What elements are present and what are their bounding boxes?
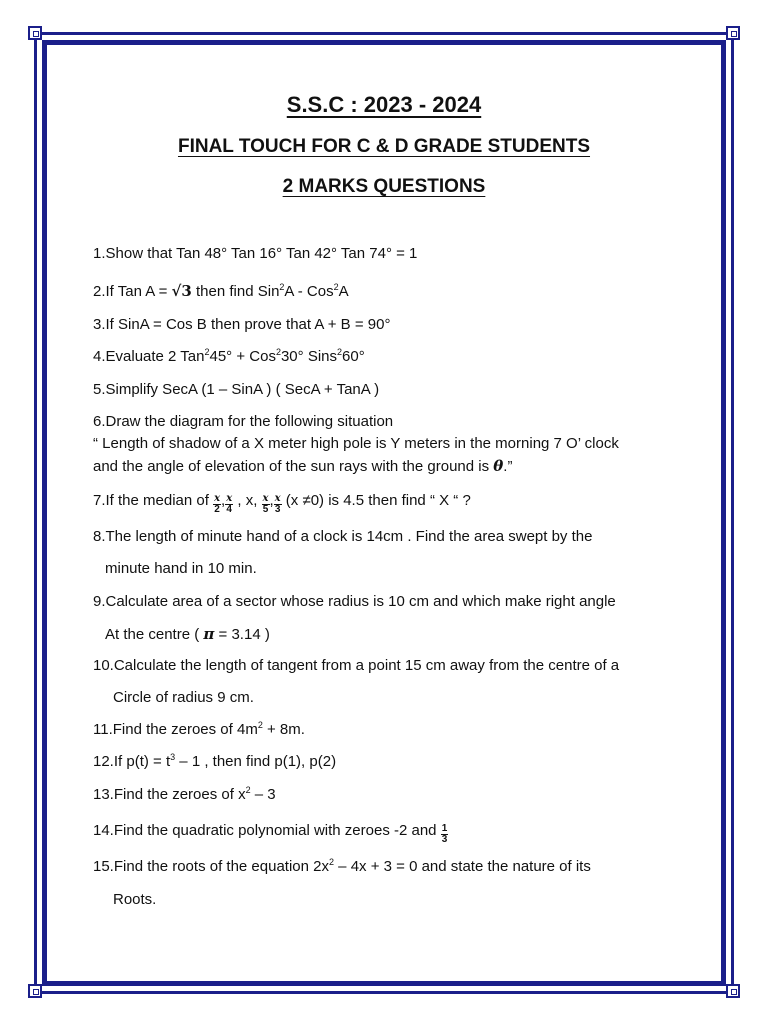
question-9-line-2: At the centre ( π = 3.14 )	[105, 625, 270, 643]
question-4: 4.Evaluate 2 Tan$^2$45° + Cos$^2$30° Sins$^2$60°	[93, 347, 365, 365]
subtitle: FINAL TOUCH FOR C & D GRADE STUDENTS	[177, 136, 591, 157]
corner-ornament-top-right	[726, 26, 740, 40]
question-7: 7.If the median of $\frac{x}{2}$ , $\frac{x}{4}$ , x, $\frac{x}{5}$ , $\frac{x}{3}$ (x ≠0) is 4.5 then find “ X “ ?	[93, 492, 471, 515]
question-8-line-1: 8.The length of minute hand of a clock is 14cm . Find the area swept by the	[93, 528, 593, 545]
corner-ornament-top-left	[28, 26, 42, 40]
exam-title: S.S.C : 2023 - 2024	[286, 92, 482, 117]
question-10-line-2: Circle of radius 9 cm.	[113, 689, 254, 706]
question-6-line-2: “ Length of shadow of a X meter high pole is Y meters in the morning 7 O’ clock	[93, 435, 619, 452]
fraction-x-over-3: $\frac{x}{3}$	[274, 493, 281, 515]
fraction-x-over-4: $\frac{x}{4}$	[226, 493, 233, 515]
question-15-line-1: 15.Find the roots of the equation $2x^2 - 4x + 3 = 0$ and state the nature of its	[93, 857, 591, 875]
question-14: 14.Find the quadratic polynomial with zeroes -2 and $\frac{1}{3}$	[93, 822, 448, 845]
section-heading: 2 MARKS QUESTIONS	[282, 176, 486, 197]
question-6-line-1: 6.Draw the diagram for the following situation	[93, 413, 394, 430]
corner-ornament-bottom-left	[28, 984, 42, 998]
question-12: 12.If $p(t) = t^3 - 1$ , then find p(1), p(2)	[93, 752, 337, 770]
question-5: 5.Simplify SecA (1 – SinA ) ( SecA + TanA )	[93, 381, 380, 398]
question-10-line-1: 10.Calculate the length of tangent from a point 15 cm away from the centre of a	[93, 657, 620, 674]
question-8-line-2: minute hand in 10 min.	[105, 560, 257, 577]
question-1: 1.Show that Tan 48° Tan 16° Tan 42° Tan 74° = 1	[93, 245, 418, 262]
corner-ornament-bottom-right	[726, 984, 740, 998]
question-3: 3.If SinA = Cos B then prove that A + B = 90°	[93, 316, 391, 333]
question-13: 13.Find the zeroes of $x^2 - 3$	[93, 785, 276, 803]
question-15-line-2: Roots.	[113, 891, 157, 908]
fraction-x-over-5: $\frac{x}{5}$	[262, 493, 269, 515]
question-9-line-1: 9.Calculate area of a sector whose radius is 10 cm and which make right angle	[93, 593, 616, 610]
question-6-line-3: and the angle of elevation of the sun rays with the ground is θ.”	[93, 457, 513, 475]
fraction-one-third: $\frac{1}{3}$	[441, 823, 448, 845]
question-2: 2.If Tan A = √3 then find Sin$^2$A - Cos$^2$A	[93, 282, 349, 300]
fraction-x-over-2: $\frac{x}{2}$	[214, 493, 221, 515]
question-11: 11.Find the zeroes of $4m^2 + 8m$.	[93, 720, 305, 738]
